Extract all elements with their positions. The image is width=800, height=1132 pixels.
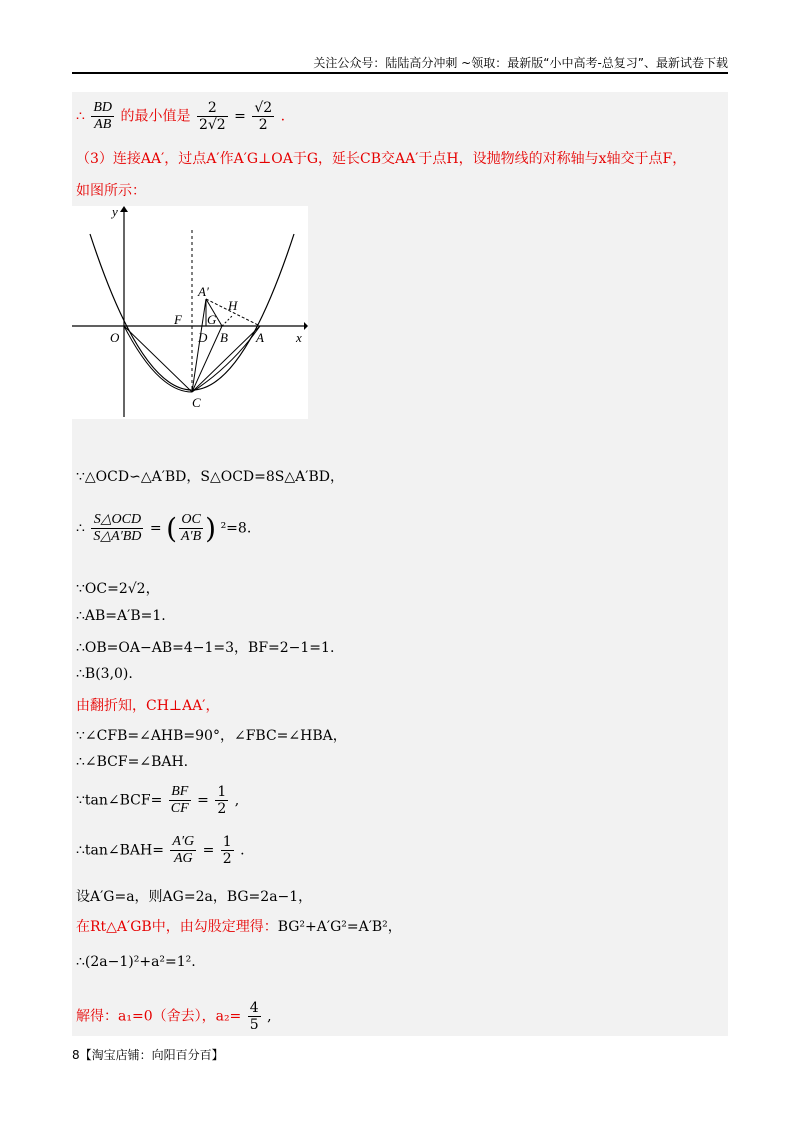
line-1-text: 的最小值是 (120, 108, 191, 125)
therefore-symbol: ∴ (76, 108, 85, 125)
figure-svg (72, 206, 308, 419)
fraction-one-half-2: $\frac{1}{2}$ (222, 834, 232, 867)
line-11: ∵∠CFB=∠AHB=90°，∠FBC=∠HBA， (76, 728, 347, 744)
page-header (72, 50, 728, 74)
fraction-ag-ratio: $\frac{A'G}{AG}$ (172, 834, 195, 866)
line-8: ∴OB=OA−AB=4−1=3，BF=2−1=1. (76, 640, 335, 656)
header-text: 关注公众号：陆陆高分冲刺 ~领取：最新版“小中高考-总复习”、最新试卷下载 (313, 56, 728, 70)
label-o: O (110, 330, 120, 345)
line-9: ∴B(3,0). (76, 666, 133, 682)
fraction-area-ratio: $\frac{\text{S△OCD}}{S\triangle A'BD}$ (93, 512, 142, 544)
label-x: x (296, 330, 302, 345)
line-18: 解得：a₁=0（舍去），a₂= $\frac{4}{5}$ , (76, 1000, 272, 1033)
line-2: （3）连接AA′，过点A′作A′G⊥OA于G，延长CB交AA′于点H，设抛物线的对称轴与x轴交于点F， (76, 151, 687, 167)
label-g: G (207, 312, 217, 327)
fraction-bd-ab: $\frac{BD}{AB}$ (93, 100, 113, 132)
line-13: ∵tan∠BCF= $\frac{BF}{CF}$ = $\frac{1}{2}$ , (76, 784, 240, 817)
line-5: ∴ $\frac{\text{S△OCD}}{S\triangle A'BD}$ = ( $\frac{OC}{A'B}$ ) ²=8. (76, 512, 252, 545)
segment-bh (222, 316, 232, 326)
line-7: ∴AB=A′B=1. (76, 608, 166, 624)
fraction-four-fifths: $\frac{4}{5}$ (249, 1000, 259, 1033)
label-c: C (192, 395, 201, 410)
line-3: 如图所示： (76, 183, 146, 199)
label-a-prime: A′ (198, 284, 209, 299)
label-f: F (174, 312, 182, 327)
segment-oc (124, 326, 192, 392)
label-y: y (112, 206, 118, 219)
label-h: H (228, 298, 238, 313)
label-d: D (198, 330, 208, 345)
line-17: ∴(2a−1)²+a²=1². (76, 954, 196, 970)
line-4: ∵△OCD∽△A′BD，S△OCD=8S△A′BD， (76, 469, 344, 485)
parabola-figure (72, 206, 308, 419)
label-b: B (220, 330, 228, 345)
line-16: 在Rt△A′GB中，由勾股定理得：BG²+A′G²=A′B²， (76, 919, 402, 935)
line-14: ∴tan∠BAH= $\frac{A'G}{AG}$ = $\frac{1}{2}$ . (76, 834, 245, 867)
fraction-2-over-2sqrt2: $\frac{2}{2√2}$ (198, 100, 226, 133)
y-axis-arrow (120, 206, 128, 212)
segment-ca-prime (192, 299, 206, 392)
solution-content (72, 92, 728, 1036)
fraction-sqrt2-over-2: $\frac{√2}{2}$ (254, 100, 273, 133)
fraction-bf-cf: $\frac{BF}{CF}$ (170, 784, 189, 816)
line-6: ∵OC=2√2， (76, 581, 160, 597)
line-1: ∴ $\frac{BD}{AB}$ 的最小值是 $\frac{2}{2√2}$ = $\frac{√2}{2}$ . (76, 100, 286, 133)
line-15: 设A′G=a，则AG=2a，BG=2a−1， (76, 889, 313, 905)
x-axis-arrow (304, 322, 308, 330)
line-10: 由翻折知，CH⊥AA′， (76, 698, 220, 714)
label-a: A (256, 330, 264, 345)
line-12: ∴∠BCF=∠BAH. (76, 754, 189, 770)
fraction-one-half: $\frac{1}{2}$ (217, 784, 227, 817)
page-footer: 8【淘宝店铺：向阳百分百】 (72, 1048, 224, 1062)
parabola-curve (90, 234, 294, 390)
fraction-oc-ab: $\frac{OC}{A'B}$ (181, 512, 202, 544)
